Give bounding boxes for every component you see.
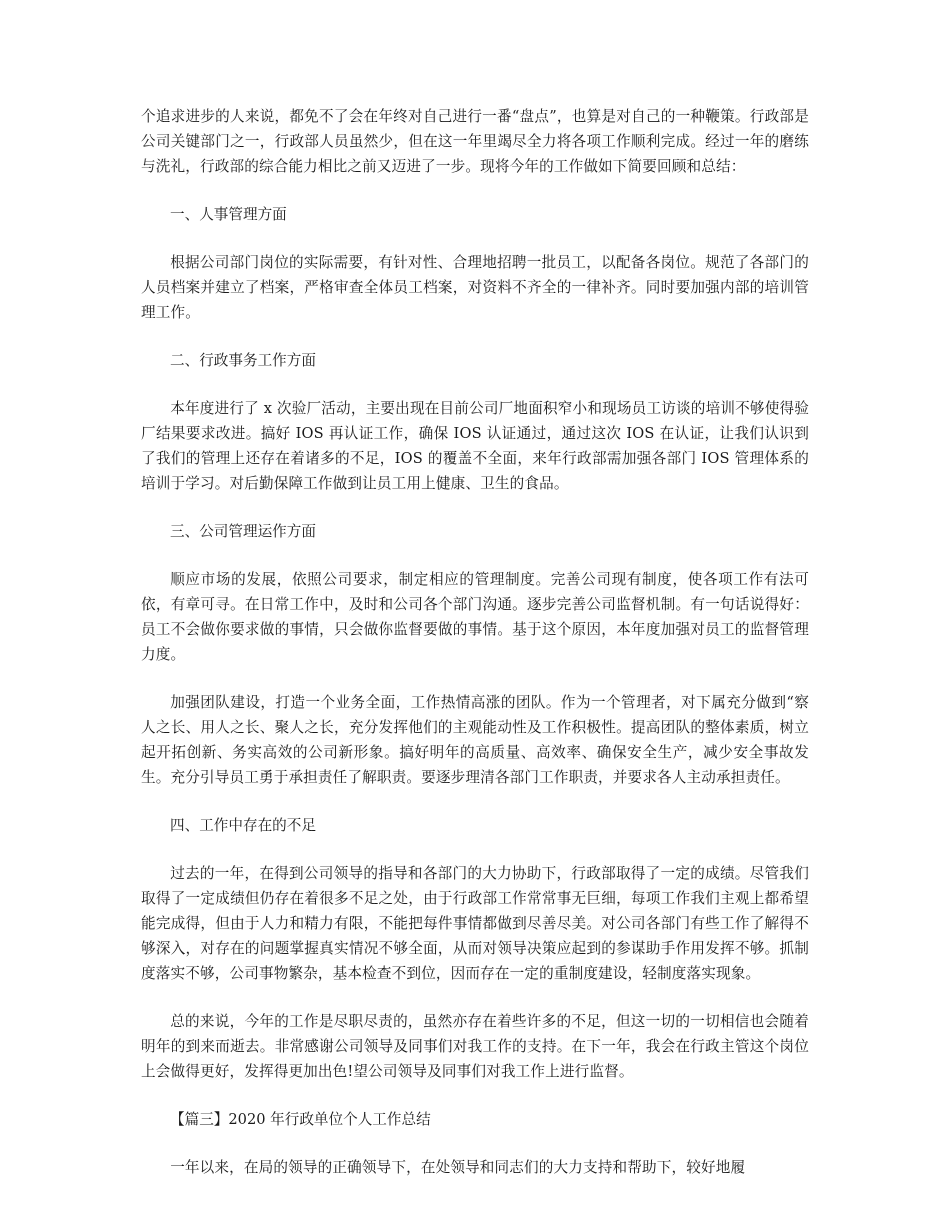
section-body-personnel: 根据公司部门岗位的实际需要，有针对性、合理地招聘一批员工，以配备各岗位。规范了各部门的人员档案并建立了档案，严格审查全体员工档案，对资料不齐全的一律补齐。同时要加强内部的培训管理工作。 [141,254,809,321]
section-heading-shortcomings: 四、工作中存在的不足 [170,817,316,834]
section-body-shortcomings-2: 总的来说，今年的工作是尽职尽责的，虽然亦存在着些许多的不足，但这一切的一切相信也会随着明年的到来而逝去。非常感谢公司领导及同事们对我工作的支持。在下一年，我会在行政主管这个岗位上会做得更好，发挥得更加出色!望公司领导及同事们对我工作上进行监督。 [141,1013,809,1080]
section-body-management-2: 加强团队建设，打造一个业务全面，工作热情高涨的团队。作为一个管理者，对下属充分做到“察人之长、用人之长、聚人之长，充分发挥他们的主观能动性及工作积极性。提高团队的整体素质，树立起开拓创新、务实高效的公司新形象。搞好明年的高质量、高效率、确保安全生产，减少安全事故发生。充分引导员工勇于承担责任了解职责。要逐步理清各部门工作职责，并要求各人主动承担责任。 [141,694,809,786]
section-heading-personnel: 一、人事管理方面 [170,206,287,223]
section-body-management-1: 顺应市场的发展，依照公司要求，制定相应的管理制度。完善公司现有制度，使各项工作有法可依，有章可寻。在日常工作中，及时和公司各个部门沟通。逐步完善公司监督机制。有一句话说得好：员工不会做你要求做的事情，只会做你监督要做的事情。基于这个原因，本年度加强对员工的监督管理力度。 [141,571,809,663]
section-heading-management: 三、公司管理运作方面 [170,523,316,540]
section-body-admin-affairs: 本年度进行了 x 次验厂活动，主要出现在目前公司厂地面积窄小和现场员工访谈的培训不够使得验厂结果要求改进。搞好 IOS 再认证工作，确保 IOS 认证通过，通过这次 IOS 在认证，让我们认识到了我们的管理上还存在着诸多的不足，IOS 的覆盖不全面，来年行政部需加强各部门 IOS 管理体系的培训于学习。对后勤保障工作做到让员工用上健康、卫生的食品。 [141,400,809,492]
part-three-body: 一年以来，在局的领导的正确领导下，在处领导和同志们的大力支持和帮助下，较好地履 [170,1159,746,1176]
part-three-title: 【篇三】2020 年行政单位个人工作总结 [170,1111,431,1128]
intro-paragraph: 个追求进步的人来说，都免不了会在年终对自己进行一番“盘点”，也算是对自己的一种鞭策。行政部是公司关键部门之一，行政部人员虽然少，但在这一年里竭尽全力将各项工作顺利完成。经过一年的磨练与洗礼，行政部的综合能力相比之前又迈进了一步。现将今年的工作做如下简要回顾和总结： [141,108,809,175]
document-page [141,104,809,1180]
section-body-shortcomings-1: 过去的一年，在得到公司领导的指导和各部门的大力协助下，行政部取得了一定的成绩。尽管我们取得了一定成绩但仍存在着很多不足之处，由于行政部工作常常事无巨细，每项工作我们主观上都希望能完成得，但由于人力和精力有限，不能把每件事情都做到尽善尽美。对公司各部门有些工作了解得不够深入，对存在的问题掌握真实情况不够全面，从而对领导决策应起到的参谋助手作用发挥不够。抓制度落实不够，公司事物繁杂，基本检查不到位，因而存在一定的重制度建设，轻制度落实现象。 [141,865,809,982]
section-heading-admin-affairs: 二、行政事务工作方面 [170,352,316,369]
